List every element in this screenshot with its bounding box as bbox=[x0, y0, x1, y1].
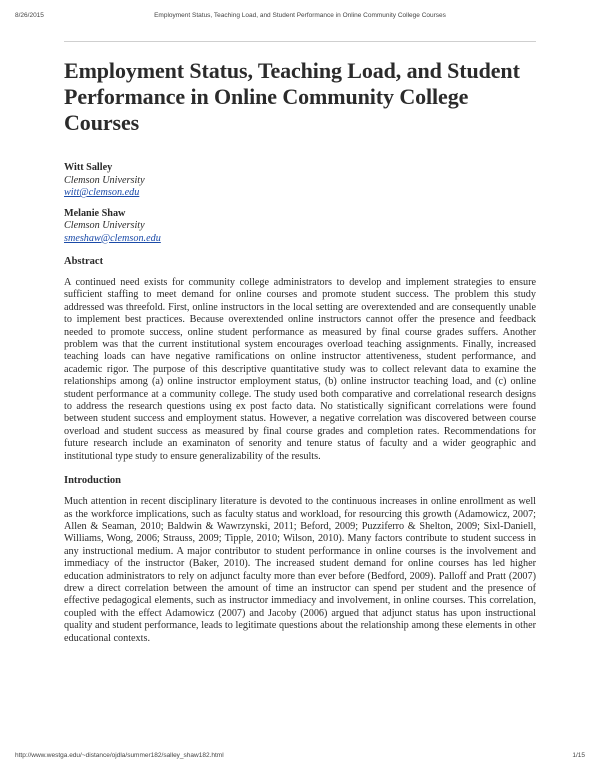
author-list bbox=[64, 162, 536, 245]
print-page-title: Employment Status, Teaching Load, and Student Performance in Online Community College Courses bbox=[154, 12, 446, 19]
print-footer bbox=[0, 752, 600, 764]
author-block bbox=[64, 162, 536, 200]
author-affiliation: Clemson University bbox=[64, 220, 145, 231]
article-title: Employment Status, Teaching Load, and Student Performance in Online Community College Courses bbox=[64, 58, 520, 135]
page-number: 1/15 bbox=[572, 752, 585, 759]
author-email-link[interactable]: witt@clemson.edu bbox=[64, 187, 140, 198]
author-block bbox=[64, 208, 536, 246]
author-affiliation: Clemson University bbox=[64, 174, 145, 186]
top-divider bbox=[64, 41, 536, 42]
article-body bbox=[64, 58, 536, 645]
author-name: Melanie Shaw bbox=[64, 207, 126, 219]
introduction-paragraph: Much attention in recent disciplinary literature is devoted to the continuous increases in online enrollment as well as the workforce implications, such as faculty status and workload, for resourcing this growth (Adamowicz, 2007; Allen & Seaman, 2010; Baldwin & Wawrzynski, 2011; Beford, 2009; Puzziferro & Shelton, 2009; Sixl-Daniell, Williams, Wong, 2006; Strauss, 2009; Tipple, 2010; Wilson, 2010). Many factors contribute to student success in any instructional medium. A major contributor to student performance in online courses is the involvement and immediacy of the instructor (Baker, 2010). The increased student demand for online courses has led higher education administrators to rely on adjunct faculty more than ever before (Bedford, 2009). Palloff and Pratt (2007) drew a direct correlation between the amount of time an instructor can spend per student and the presence of effective pedagogical elements, such as instructor immediacy and involvement, in online courses. This correlation, coupled with the effect Adamowicz (2007) and Jacoby (2006) argued that adjunct status has upon instructional quality and student performance, leads to legitimate questions about the relationship among these elements in other educational contexts. bbox=[64, 496, 536, 644]
author-email-link[interactable]: smeshaw@clemson.edu bbox=[64, 232, 161, 244]
introduction-heading: Introduction bbox=[64, 475, 121, 487]
print-date: 8/26/2015 bbox=[15, 12, 44, 19]
abstract-paragraph: A continued need exists for community college administrators to develop and implement strategies to ensure sufficient staffing to meet demand for online courses and promote student success. The problem this study addressed was threefold. First, online instructors in the local setting are overextended and are consequently unable to implement best practices. Because overextended online instructors cannot offer the presence and feedback needed to promote success, online student performance as measured by final course grades suffers. Another problem was that the current institutional system encourages overload teaching assignments. Finally, increased teaching loads can have negative ramifications on online instructor attentiveness, student performance, and academic rigor. The purpose of this descriptive quantitative study was to collect relevant data to examine the relationships among (a) online instructor employment status, (b) online instructor teaching load, and (c) online student performance at a community college. The study used both comparative and correlational research designs to address the research questions using ex post facto data. No statistically significant correlations were found between student success and employment status. However, a negative correlation was discovered between course overload and student success as measured by final course grades and completion rates. Recommendations for future research include an examinaton of senority and tenure status of faculty and a wider geographic and institutional type study to ensure generalizability of the results. bbox=[64, 277, 536, 462]
author-name: Witt Salley bbox=[64, 162, 113, 173]
footer-url: http://www.westga.edu/~distance/ojdla/summer182/salley_shaw182.html bbox=[15, 752, 224, 759]
abstract-heading: Abstract bbox=[64, 256, 104, 267]
print-header bbox=[0, 12, 600, 24]
